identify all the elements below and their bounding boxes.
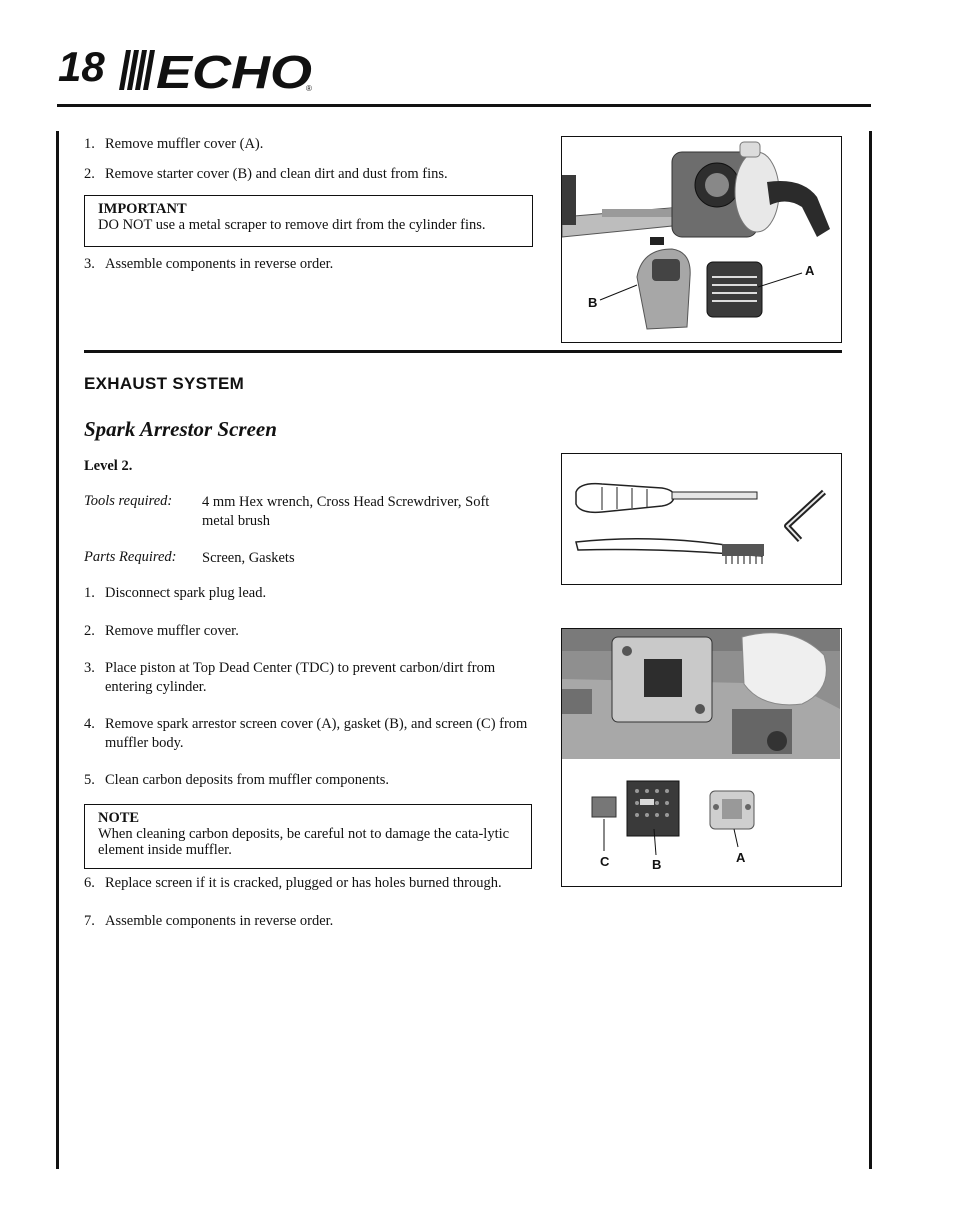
note-text: When cleaning carbon deposits, be careful not to damage the cata-lytic element inside muffler. (98, 826, 510, 858)
important-text: DO NOT use a metal scraper to remove dirt from the cylinder fins. (98, 217, 486, 233)
step-6: 6. Replace screen if it is cracked, plugged or has holes burned through. (84, 875, 502, 891)
figure3-label-c: C (600, 854, 610, 869)
top-step-1: 1. Remove muffler cover (A). (84, 136, 264, 152)
figure3-label-a: A (736, 850, 746, 865)
note-box (84, 804, 532, 869)
level-text: Level 2. (84, 458, 133, 474)
important-title: IMPORTANT (98, 201, 187, 217)
important-box (84, 195, 533, 247)
echo-logo (118, 48, 318, 92)
tools-label: Tools required: (84, 493, 173, 509)
step-3: 3. Place piston at Top Dead Center (TDC) to prevent carbon/dirt from entering cylinder. (84, 660, 496, 695)
parts-label: Parts Required: (84, 549, 177, 565)
muffler-parts-photo (562, 629, 840, 885)
right-margin-rule (869, 131, 872, 1169)
muffler-parts-figure (561, 628, 842, 887)
note-title: NOTE (98, 810, 140, 826)
engine-parts-figure (561, 136, 842, 343)
page-number: 18 (58, 43, 105, 90)
header-rule (57, 104, 871, 107)
parts-value: Screen, Gaskets (202, 550, 295, 566)
section-rule (84, 350, 842, 353)
step-7: 7. Assemble components in reverse order. (84, 913, 334, 929)
figure1-label-a: A (805, 263, 815, 278)
brand-text: ECHO (156, 48, 313, 92)
left-margin-rule (56, 131, 59, 1169)
step-5: 5. Clean carbon deposits from muffler components. (84, 772, 390, 788)
section-title: EXHAUST SYSTEM (84, 374, 245, 393)
step-1: 1. Disconnect spark plug lead. (84, 585, 267, 601)
tools-photo (562, 454, 840, 583)
step-2: 2. Remove muffler cover. (84, 623, 239, 639)
tools-value: 4 mm Hex wrench, Cross Head Screwdriver, Soft metal brush (202, 494, 490, 529)
step-4: 4. Remove spark arrestor screen cover (A), gasket (B), and screen (C) from muffler body. (84, 716, 528, 751)
sub-title: Spark Arrestor Screen (84, 417, 277, 441)
figure1-label-b: B (588, 295, 598, 310)
top-step-3: 3. Assemble components in reverse order. (84, 256, 334, 272)
engine-parts-photo (562, 137, 840, 341)
registered-mark: ® (306, 84, 312, 92)
tools-figure (561, 453, 842, 585)
figure3-label-b: B (652, 857, 662, 872)
top-step-2: 2. Remove starter cover (B) and clean dirt and dust from fins. (84, 166, 448, 182)
